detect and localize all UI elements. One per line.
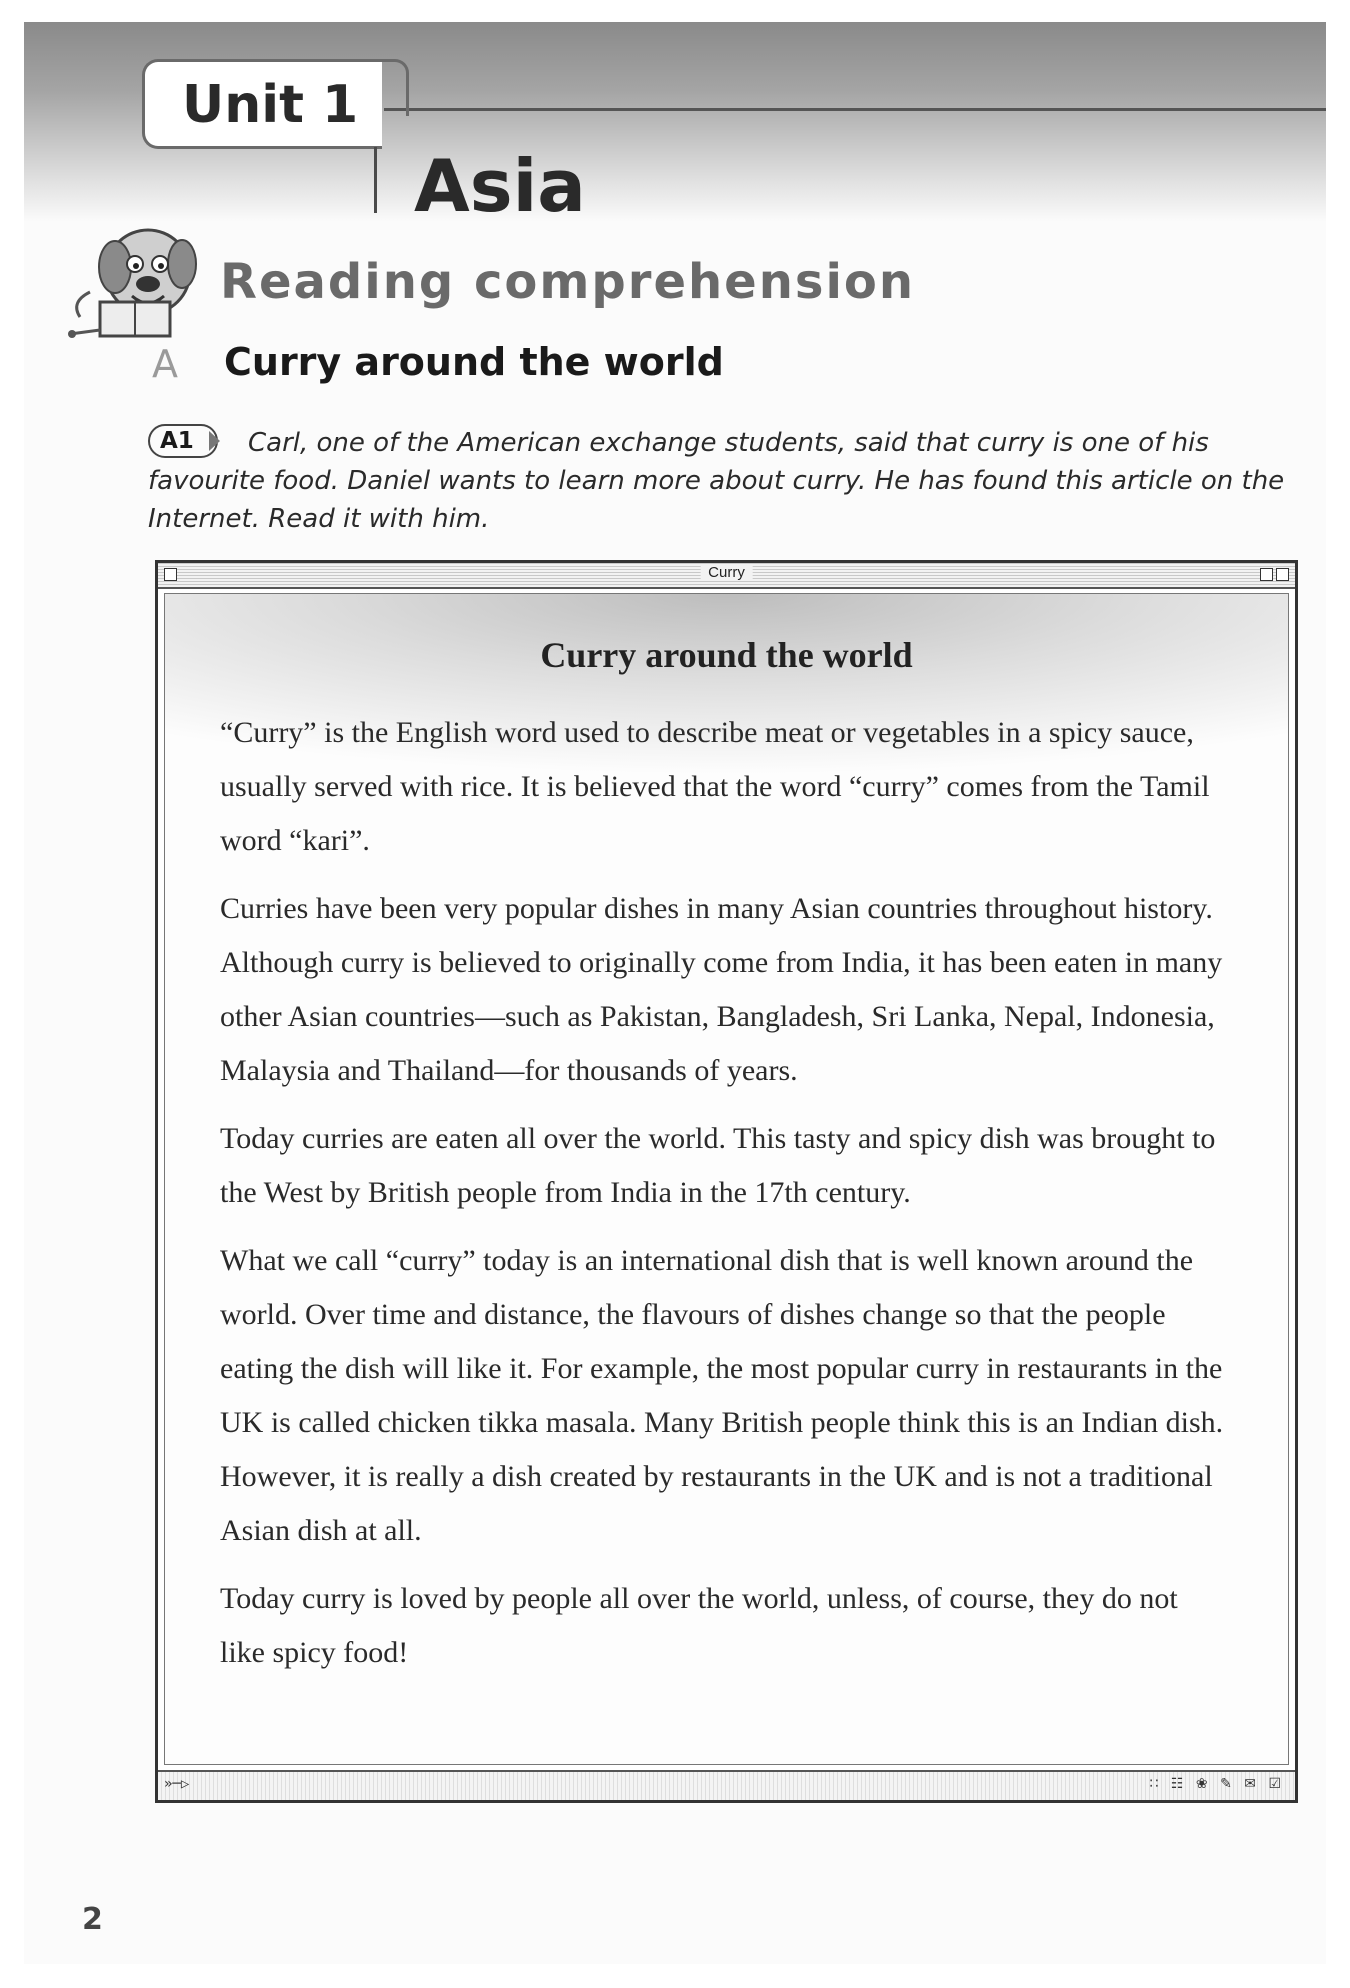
dog-reading-icon (60, 222, 220, 347)
article-paragraph: Curries have been very popular dishes in many Asian countries throughout history. Although curry is believed to originally come from India, it has been eaten in many other Asian countries—such as Pakistan, Bangladesh, Sri Lanka, Nepal, Indonesia, Malaysia and Thailand—for thousands of years. (220, 892, 1223, 1087)
page-number: 2 (82, 1902, 103, 1937)
section-letter: A (152, 342, 178, 386)
article-paragraph: “Curry” is the English word used to describe meat or vegetables in a spicy sauce, usually served with rice. It is believed that the word “curry” comes from the Tamil word “kari”. (220, 716, 1210, 857)
collapse-box-icon[interactable] (1276, 568, 1289, 581)
intro-text: Carl, one of the American exchange students, said that curry is one of his favourite food. Daniel wants to learn more about curry. He has found this article on the Internet. Read it with him. (148, 428, 1285, 534)
window-statusbar (158, 1770, 1295, 1800)
zoom-box-icon[interactable] (1260, 568, 1273, 581)
textbook-page (24, 22, 1326, 1964)
article-title: Curry around the world (540, 635, 913, 675)
article-paragraph: What we call “curry” today is an international dish that is well known around the world. Over time and distance, the flavours of dishes change so that the people eating the dish will like it. For example, the most popular curry in restaurants in the UK is called chicken tikka masala. Many British people think this is an Indian dish. However, it is really a dish created by restaurants in the UK and is not a traditional Asian dish at all. (220, 1244, 1224, 1547)
close-box-icon[interactable] (164, 568, 177, 581)
unit-tab-edge (380, 59, 409, 116)
article-paragraph: Today curries are eaten all over the world. This tasty and spicy dish was brought to the West by British people from India in the 17th century. (220, 1122, 1216, 1209)
section-heading: Reading comprehension (220, 254, 916, 310)
header-divider (374, 147, 377, 213)
article-paragraph: Today curry is loved by people all over the world, unless, of course, they do not like spicy food! (220, 1582, 1178, 1669)
article-body (220, 706, 1230, 1694)
unit-label: Unit 1 (182, 75, 359, 135)
audio-track-badge[interactable]: A1 (148, 424, 218, 458)
header-rule (384, 108, 1326, 111)
unit-title: Asia (414, 144, 586, 228)
section-title: Curry around the world (224, 340, 724, 384)
window-titlebar[interactable] (158, 563, 1295, 589)
browser-window (155, 560, 1298, 1803)
status-left-icons[interactable]: »─▷ (164, 1776, 190, 1792)
article-area (164, 593, 1289, 1765)
status-toolbar-icons[interactable]: ∷ ☷ ❀ ✎ ✉ ☑ (1149, 1776, 1285, 1792)
window-title: Curry (700, 564, 753, 581)
